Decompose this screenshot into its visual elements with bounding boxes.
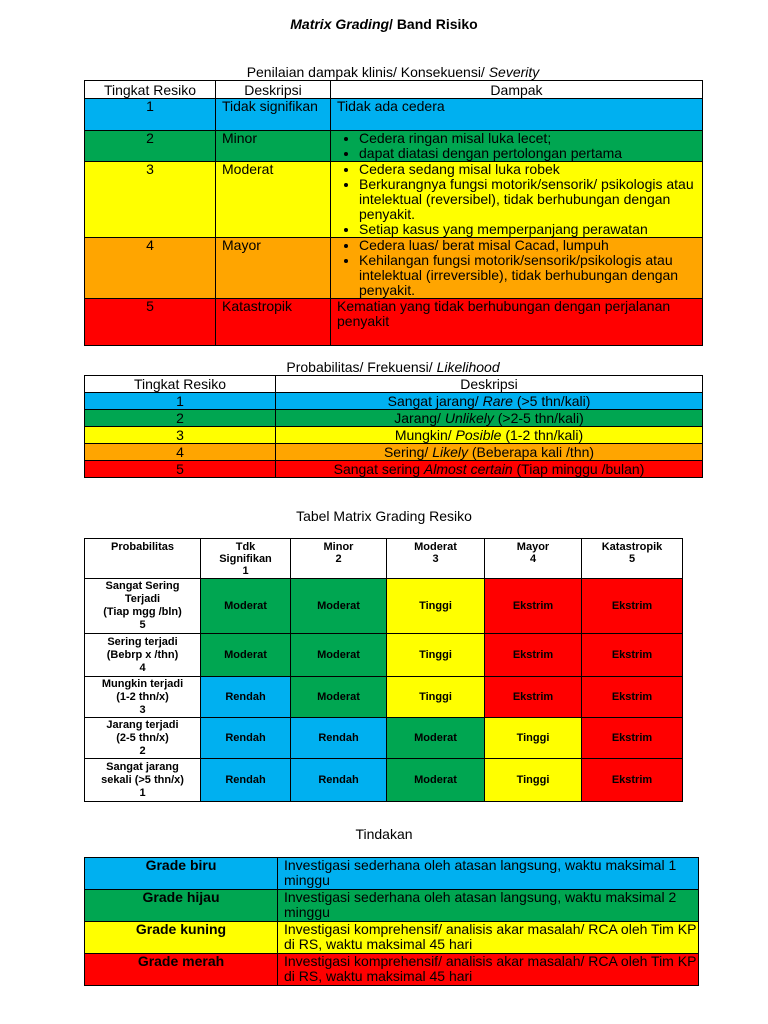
severity-desc: Moderat [216, 162, 331, 238]
likelihood-level: 1 [85, 393, 276, 410]
matrix-cell: Moderat [291, 634, 387, 677]
likelihood-caption [84, 359, 702, 375]
likelihood-desc-pre: Jarang/ [394, 410, 445, 426]
matrix-column-header [387, 539, 485, 579]
action-row [85, 858, 699, 890]
impact-list [337, 131, 702, 161]
action-row [85, 954, 699, 986]
matrix-row [85, 677, 683, 718]
matrix-header-row [85, 539, 683, 579]
likelihood-desc-post: (Tiap minggu /bulan) [512, 461, 645, 477]
likelihood-desc [276, 461, 703, 478]
severity-desc: Mayor [216, 238, 331, 299]
impact-list [337, 162, 702, 237]
likelihood-desc-pre: Mungkin/ [394, 427, 456, 443]
matrix-column-name: Minor [323, 541, 354, 553]
severity-row [85, 162, 703, 238]
severity-caption-italic: Severity [488, 64, 540, 80]
severity-level: 2 [85, 131, 216, 162]
matrix-row-header [85, 718, 201, 759]
matrix-row-num: 5 [139, 619, 146, 631]
likelihood-row [85, 393, 703, 410]
matrix-column-header [291, 539, 387, 579]
severity-impact [331, 99, 703, 131]
severity-header-impact: Dampak [331, 81, 703, 99]
likelihood-desc [276, 410, 703, 427]
likelihood-desc-post: (Beberapa kali /thn) [467, 444, 595, 460]
likelihood-caption-text: Probabilitas/ Frekuensi/ [286, 359, 437, 375]
matrix-cell: Rendah [201, 677, 291, 718]
matrix-cell: Moderat [201, 579, 291, 634]
matrix-caption: Tabel Matrix Grading Resiko [296, 508, 472, 524]
likelihood-desc [276, 427, 703, 444]
matrix-cell: Rendah [201, 759, 291, 802]
severity-impact [331, 299, 703, 346]
matrix-row-label: Mungkin terjadi (1-2 thn/x) [101, 677, 184, 703]
severity-row [85, 299, 703, 346]
actions-table [84, 857, 699, 986]
likelihood-desc-pre: Sangat sering [333, 461, 424, 477]
action-row [85, 922, 699, 954]
impact-item: • Cedera ringan misal luka lecet; [359, 131, 702, 146]
action-text: Investigasi komprehensif/ analisis akar masalah/ RCA oleh Tim KP di RS, waktu maksimal 45 hari [278, 954, 699, 986]
matrix-row-label: Jarang terjadi (2-5 thn/x) [106, 718, 179, 744]
matrix-cell: Ekstrim [485, 579, 582, 634]
action-row [85, 890, 699, 922]
matrix-row-header [85, 579, 201, 634]
severity-desc: Tidak signifikan [216, 99, 331, 131]
likelihood-level: 4 [85, 444, 276, 461]
matrix-cell: Tinggi [387, 634, 485, 677]
action-text: Investigasi sederhana oleh atasan langsung, waktu maksimal 2 minggu [278, 890, 699, 922]
matrix-column-name: Tdk Signifikan [219, 541, 272, 565]
likelihood-header-level: Tingkat Resiko [85, 376, 276, 393]
matrix-cell: Tinggi [485, 718, 582, 759]
likelihood-desc-italic: Posible [455, 427, 502, 443]
matrix-row [85, 634, 683, 677]
severity-header-level: Tingkat Resiko [85, 81, 216, 99]
matrix-cell: Ekstrim [485, 634, 582, 677]
matrix-row-num: 4 [139, 661, 146, 674]
impact-list [337, 238, 702, 298]
matrix-row [85, 579, 683, 634]
matrix-cell: Moderat [201, 634, 291, 677]
matrix-column-name: Moderat [414, 541, 457, 553]
matrix-row-label: Sangat Sering Terjadi (Tiap mgg /bln) [103, 580, 182, 618]
matrix-column-num: 3 [432, 553, 439, 565]
risk-matrix-table [84, 538, 683, 802]
matrix-cell: Tinggi [485, 759, 582, 802]
actions-caption: Tindakan [355, 826, 413, 842]
likelihood-desc-post: (>2-5 thn/kali) [493, 410, 584, 426]
severity-impact [331, 162, 703, 238]
impact-text: Kematian yang tidak berhubungan dengan perjalanan penyakit [337, 298, 671, 329]
matrix-row [85, 718, 683, 759]
likelihood-desc-pre: Sangat jarang/ [387, 393, 483, 409]
matrix-cell: Ekstrim [582, 579, 683, 634]
action-grade: Grade hijau [85, 890, 278, 922]
likelihood-row [85, 444, 703, 461]
matrix-row-num: 2 [139, 744, 146, 757]
impact-item: • Cedera sedang misal luka robek [359, 162, 702, 177]
matrix-cell: Ekstrim [582, 759, 683, 802]
matrix-column-header [485, 539, 582, 579]
severity-desc: Katastropik [216, 299, 331, 346]
action-grade: Grade merah [85, 954, 278, 986]
matrix-corner: Probabilitas [85, 539, 201, 579]
likelihood-desc-post: (1-2 thn/kali) [501, 427, 584, 443]
matrix-cell: Ekstrim [582, 634, 683, 677]
matrix-cell: Rendah [291, 718, 387, 759]
likelihood-desc-pre: Sering/ [383, 444, 433, 460]
likelihood-level: 3 [85, 427, 276, 444]
severity-row [85, 99, 703, 131]
severity-header-row [85, 81, 703, 99]
likelihood-level: 5 [85, 461, 276, 478]
likelihood-caption-italic: Likelihood [436, 359, 500, 375]
action-text: Investigasi sederhana oleh atasan langsung, waktu maksimal 1 minggu [278, 858, 699, 890]
matrix-cell: Moderat [387, 759, 485, 802]
matrix-cell: Rendah [201, 718, 291, 759]
likelihood-row [85, 427, 703, 444]
action-grade: Grade biru [85, 858, 278, 890]
likelihood-row [85, 410, 703, 427]
matrix-column-header [201, 539, 291, 579]
matrix-column-header [582, 539, 683, 579]
severity-desc: Minor [216, 131, 331, 162]
severity-header-desc: Deskripsi [216, 81, 331, 99]
matrix-cell: Ekstrim [485, 677, 582, 718]
likelihood-desc [276, 393, 703, 410]
likelihood-desc-italic: Likely [432, 444, 468, 460]
impact-text: Tidak ada cedera [337, 98, 445, 114]
severity-impact [331, 131, 703, 162]
page-title [0, 16, 768, 32]
action-grade: Grade kuning [85, 922, 278, 954]
impact-item: • Setiap kasus yang memperpanjang perawatan [359, 222, 702, 237]
matrix-row-label: Sering terjadi (Bebrp x /thn) [106, 635, 179, 661]
likelihood-desc-post: (>5 thn/kali) [512, 393, 591, 409]
severity-level: 5 [85, 299, 216, 346]
likelihood-header-row [85, 376, 703, 393]
matrix-column-num: 4 [529, 553, 537, 565]
likelihood-desc-italic: Unlikely [444, 410, 494, 426]
matrix-column-name: Mayor [516, 541, 550, 553]
matrix-row-label: Sangat jarang sekali (>5 thn/x) [101, 760, 184, 786]
matrix-cell: Tinggi [387, 579, 485, 634]
severity-level: 4 [85, 238, 216, 299]
impact-item: • dapat diatasi dengan pertolongan pertama [359, 146, 702, 161]
matrix-row-num: 1 [139, 786, 146, 799]
severity-caption-text: Penilaian dampak klinis/ Konsekuensi/ [246, 64, 489, 80]
likelihood-row [85, 461, 703, 478]
matrix-column-name: Katastropik [601, 541, 663, 553]
likelihood-table [84, 375, 703, 478]
matrix-row [85, 759, 683, 802]
likelihood-desc-italic: Rare [482, 393, 513, 409]
matrix-row-header [85, 759, 201, 802]
severity-table [84, 80, 703, 346]
likelihood-desc [276, 444, 703, 461]
severity-level: 1 [85, 99, 216, 131]
severity-impact [331, 238, 703, 299]
matrix-cell: Moderat [291, 579, 387, 634]
impact-item: • Berkurangnya fungsi motorik/sensorik/ psikologis atau intelektual (reversibel), tidak berhubungan dengan penyakit. [359, 177, 702, 222]
likelihood-desc-italic: Almost certain [423, 461, 513, 477]
matrix-cell: Ekstrim [582, 677, 683, 718]
matrix-column-num: 1 [242, 565, 249, 577]
impact-item: • Cedera luas/ berat misal Cacad, lumpuh [359, 238, 702, 253]
severity-caption [84, 64, 702, 80]
severity-row [85, 131, 703, 162]
impact-item: • Kehilangan fungsi motorik/sensorik/psikologis atau intelektual (irreversible), tidak berhubungan dengan penyakit. [359, 253, 702, 298]
matrix-cell: Moderat [291, 677, 387, 718]
matrix-cell: Moderat [387, 718, 485, 759]
matrix-row-header [85, 677, 201, 718]
action-text: Investigasi komprehensif/ analisis akar masalah/ RCA oleh Tim KP di RS, waktu maksimal 45 hari [278, 922, 699, 954]
severity-row [85, 238, 703, 299]
likelihood-header-desc: Deskripsi [276, 376, 703, 393]
matrix-column-num: 5 [628, 553, 636, 565]
matrix-cell: Rendah [291, 759, 387, 802]
title-rest: / Band Risiko [389, 16, 478, 32]
likelihood-level: 2 [85, 410, 276, 427]
severity-level: 3 [85, 162, 216, 238]
matrix-row-header [85, 634, 201, 677]
matrix-cell: Tinggi [387, 677, 485, 718]
title-italic: Matrix Grading [290, 16, 390, 32]
matrix-column-num: 2 [335, 553, 342, 565]
matrix-row-num: 3 [139, 703, 146, 716]
matrix-cell: Ekstrim [582, 718, 683, 759]
